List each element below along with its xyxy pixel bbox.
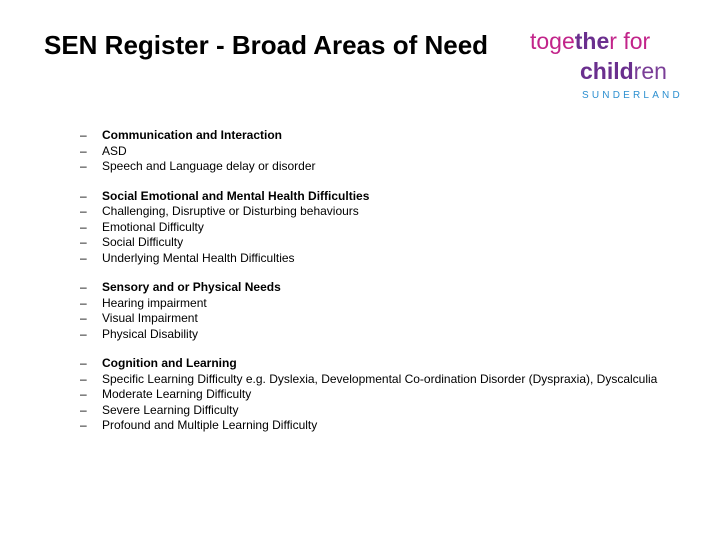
list-item-text: Hearing impairment [102, 295, 207, 310]
list-item [80, 372, 700, 388]
group-heading [80, 280, 700, 296]
list-item [80, 311, 700, 327]
need-group [80, 356, 700, 434]
list-item-text: Severe Learning Difficulty [102, 402, 239, 417]
bullet-dash: – [80, 204, 87, 218]
list-item-text: Moderate Learning Difficulty [102, 387, 252, 401]
bullet-dash: – [80, 295, 87, 310]
list-item [80, 220, 700, 236]
bullet-dash: – [80, 159, 87, 173]
bullet-dash: – [80, 280, 87, 294]
list-item [80, 251, 700, 267]
list-item [80, 144, 700, 160]
list-item-text: Social Difficulty [102, 235, 184, 249]
group-heading [80, 128, 700, 144]
logo-line-3: SUNDERLAND [582, 90, 683, 101]
list-item-text: Profound and Multiple Learning Difficulty [102, 418, 318, 432]
bullet-dash: – [80, 128, 87, 142]
bullet-dash: – [80, 188, 87, 203]
bullet-dash: – [80, 311, 87, 325]
need-group [80, 280, 700, 342]
group-heading-text: Cognition and Learning [102, 356, 237, 370]
list-item [80, 387, 700, 403]
bullet-dash: – [80, 402, 87, 417]
bullet-dash: – [80, 371, 87, 386]
bullet-dash: – [80, 143, 87, 158]
group-heading-text: Social Emotional and Mental Health Difficulties [102, 188, 370, 203]
bullet-dash: – [80, 356, 87, 370]
need-group [80, 128, 700, 175]
list-item-text: Speech and Language delay or disorder [102, 159, 316, 173]
bullet-dash: – [80, 387, 87, 401]
group-heading [80, 189, 700, 205]
list-item [80, 235, 700, 251]
list-item-text: Underlying Mental Health Difficulties [102, 250, 295, 265]
list-item-text: Challenging, Disruptive or Disturbing behaviours [102, 204, 359, 218]
list-item [80, 327, 700, 343]
list-item-text: Emotional Difficulty [102, 219, 204, 234]
list-item-text: Specific Learning Difficulty e.g. Dyslexia, Developmental Co-ordination Disorder (Dyspraxia), Dyscalculia [102, 371, 658, 386]
list-item [80, 296, 700, 312]
bullet-dash: – [80, 418, 87, 432]
list-item-text: ASD [102, 143, 127, 158]
logo-line-1: together for [530, 28, 651, 54]
bullet-dash: – [80, 235, 87, 249]
bullet-dash: – [80, 219, 87, 234]
page-title: SEN Register - Broad Areas of Need [44, 30, 489, 60]
group-heading-text: Sensory and or Physical Needs [102, 280, 281, 294]
list-item [80, 204, 700, 220]
list-item [80, 403, 700, 419]
list-item-text: Physical Disability [102, 326, 199, 341]
list-item [80, 418, 700, 434]
bullet-dash: – [80, 326, 87, 341]
logo [528, 30, 698, 105]
group-heading [80, 356, 700, 372]
group-heading-text: Communication and Interaction [102, 128, 283, 142]
need-group [80, 189, 700, 267]
needs-list [80, 128, 700, 448]
bullet-dash: – [80, 250, 87, 265]
list-item [80, 159, 700, 175]
list-item-text: Visual Impairment [102, 311, 198, 325]
logo-line-2: children [580, 58, 667, 84]
